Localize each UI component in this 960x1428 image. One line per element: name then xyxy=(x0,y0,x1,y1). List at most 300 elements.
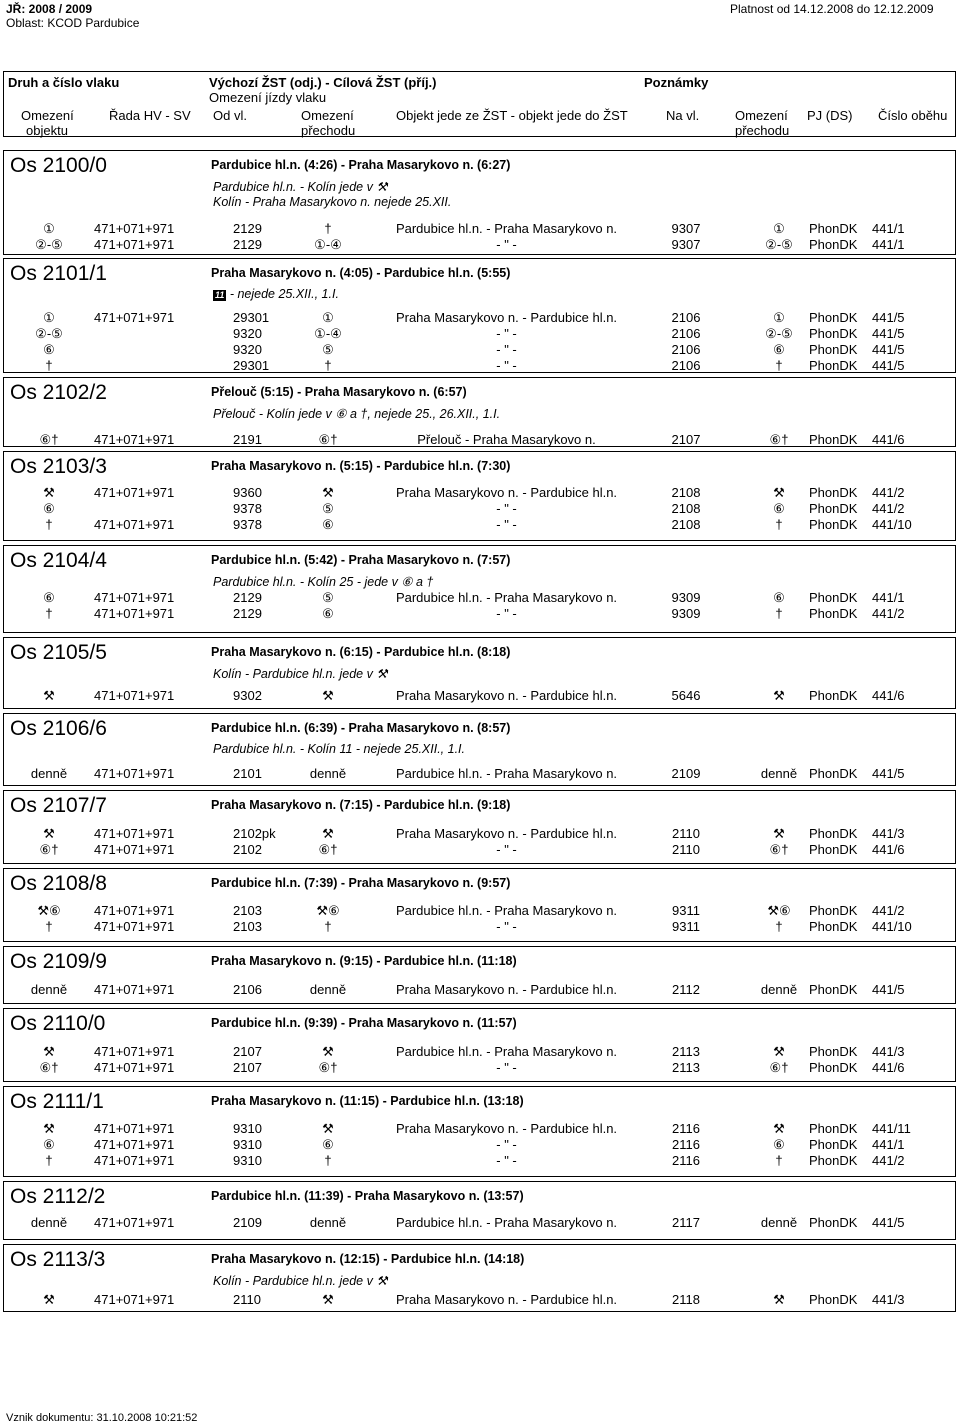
cell-to-train: 2109 xyxy=(671,766,701,781)
doc-header xyxy=(6,2,139,30)
cell-to-train: 2106 xyxy=(671,326,701,341)
cell-restriction: denně xyxy=(30,1215,68,1230)
train-block xyxy=(3,1086,956,1177)
cell-restriction: ⚒ xyxy=(43,688,55,703)
table-row xyxy=(4,1044,954,1060)
cell-from-train: 9302 xyxy=(233,688,262,703)
train-route: Praha Masarykovo n. (9:15) - Pardubice hl.n. (11:18) xyxy=(211,954,517,968)
cell-cycle-number: 441/3 xyxy=(872,1044,905,1059)
cell-from-train: 9360 xyxy=(233,485,262,500)
train-number: Os 2107/7 xyxy=(10,794,107,817)
cell-cycle-number: 441/6 xyxy=(872,842,905,857)
cell-cycle-number: 441/5 xyxy=(872,1215,905,1230)
cell-pj: PhonDK xyxy=(809,590,858,605)
cell-object-route: - " - xyxy=(496,842,517,857)
cell-object-route: Pardubice hl.n. - Praha Masarykovo n. xyxy=(395,1215,618,1230)
cell-restriction: ⑥† xyxy=(39,842,59,857)
cell-object-route: - " - xyxy=(496,919,517,934)
table-row xyxy=(4,1060,954,1076)
train-block xyxy=(3,1181,956,1240)
cell-pj: PhonDK xyxy=(809,310,858,325)
cell-restriction-transit: ⑤ xyxy=(322,501,334,516)
cell-restriction-transit-2: denně xyxy=(760,1215,798,1230)
table-row xyxy=(4,310,954,326)
col-objekt: Objekt jede ze ŽST - objekt jede do ŽST xyxy=(396,108,628,123)
cell-to-train: 2116 xyxy=(672,1137,700,1152)
cell-pj: PhonDK xyxy=(809,1044,858,1059)
table-row xyxy=(4,1153,954,1169)
cell-series: 471+071+971 xyxy=(94,842,175,857)
cell-cycle-number: 441/6 xyxy=(872,688,905,703)
cell-to-train: 2117 xyxy=(672,1215,700,1230)
train-block xyxy=(3,713,956,786)
cell-object-route: Praha Masarykovo n. - Pardubice hl.n. xyxy=(395,310,618,325)
cell-cycle-number: 441/11 xyxy=(872,1121,911,1136)
cell-object-route: Pardubice hl.n. - Praha Masarykovo n. xyxy=(395,1044,618,1059)
cell-series: 471+071+971 xyxy=(94,766,175,781)
cell-from-train: 2110 xyxy=(233,1292,261,1307)
footer-timestamp: Vznik dokumentu: 31.10.2008 10:21:52 xyxy=(6,1412,198,1424)
cell-restriction-transit-2: ⚒ xyxy=(773,826,785,841)
cell-restriction-transit-2: ① xyxy=(773,221,785,236)
cell-from-train: 2106 xyxy=(233,982,262,997)
cell-cycle-number: 441/5 xyxy=(872,342,905,357)
cell-from-train: 9320 xyxy=(233,326,262,341)
table-row xyxy=(4,606,954,622)
cell-restriction-transit: ⑥† xyxy=(318,1060,338,1075)
cell-from-train: 9378 xyxy=(233,517,262,532)
cell-cycle-number: 441/5 xyxy=(872,310,905,325)
table-row xyxy=(4,221,954,237)
col-omezeni-prechodu2-2: přechodu xyxy=(735,123,790,138)
column-header xyxy=(3,71,956,137)
cell-from-train: 2101 xyxy=(233,766,262,781)
cell-restriction-transit-2: denně xyxy=(760,982,798,997)
cell-restriction-transit: denně xyxy=(309,766,347,781)
cell-from-train: 2109 xyxy=(233,1215,262,1230)
restriction-note: Kolín - Praha Masarykovo n. nejede 25.XII. xyxy=(213,195,452,209)
cell-restriction: † xyxy=(45,358,53,373)
train-number: Os 2108/8 xyxy=(10,872,107,895)
cell-restriction-transit-2: ⑥ xyxy=(773,342,785,357)
train-route: Praha Masarykovo n. (7:15) - Pardubice hl.n. (9:18) xyxy=(211,798,511,812)
cell-to-train: 9311 xyxy=(672,919,700,934)
cell-restriction-transit: ⑤ xyxy=(322,590,334,605)
cell-restriction: denně xyxy=(30,982,68,997)
cell-restriction-transit-2: ②-⑤ xyxy=(765,237,793,252)
cell-from-train: 2102pk xyxy=(233,826,276,841)
cell-restriction-transit-2: † xyxy=(775,919,783,934)
restriction-note: Pardubice hl.n. - Kolín 25 - jede v ⑥ a † xyxy=(213,575,434,589)
table-row xyxy=(4,501,954,517)
cell-restriction-transit: ⑥† xyxy=(318,842,338,857)
cell-pj: PhonDK xyxy=(809,1121,858,1136)
cell-from-train: 9320 xyxy=(233,342,262,357)
col-poznamky: Poznámky xyxy=(644,75,709,90)
cell-from-train: 9378 xyxy=(233,501,262,516)
cell-restriction-transit: ⚒⑥ xyxy=(316,903,340,918)
train-route: Pardubice hl.n. (9:39) - Praha Masarykovo n. (11:57) xyxy=(211,1016,517,1030)
cell-to-train: 2113 xyxy=(672,1060,700,1075)
train-block xyxy=(3,1244,956,1312)
table-row xyxy=(4,517,954,533)
cell-restriction-transit: ⚒ xyxy=(322,1292,334,1307)
train-number: Os 2101/1 xyxy=(10,262,107,285)
cell-to-train: 9311 xyxy=(672,903,700,918)
cell-restriction-transit-2: ⑥ xyxy=(773,590,785,605)
train-block xyxy=(3,637,956,709)
cell-to-train: 9309 xyxy=(671,590,701,605)
train-block xyxy=(3,1008,956,1082)
cell-series: 471+071+971 xyxy=(94,1060,175,1075)
table-row xyxy=(4,342,954,358)
cell-restriction: ⚒ xyxy=(43,485,55,500)
cell-object-route: - " - xyxy=(496,1060,517,1075)
cell-from-train: 2107 xyxy=(233,1044,262,1059)
cell-object-route: - " - xyxy=(496,358,517,373)
col-rada: Řada HV - SV xyxy=(109,108,191,123)
cell-restriction-transit-2: ⚒ xyxy=(773,1044,785,1059)
cell-pj: PhonDK xyxy=(809,501,858,516)
cell-restriction-transit: ①-④ xyxy=(314,326,342,341)
table-row xyxy=(4,237,954,253)
cell-cycle-number: 441/3 xyxy=(872,826,905,841)
col-omezeni-prechodu2-1: Omezení xyxy=(735,108,788,123)
table-row xyxy=(4,688,954,704)
cell-cycle-number: 441/1 xyxy=(872,237,905,252)
table-row xyxy=(4,1215,954,1231)
col-na-vl: Na vl. xyxy=(666,108,700,123)
train-number: Os 2106/6 xyxy=(10,717,107,740)
train-number: Os 2113/3 xyxy=(10,1248,106,1271)
col-cislo-obehu: Číslo oběhu xyxy=(878,108,948,123)
cell-restriction-transit-2: ⑥ xyxy=(773,1137,785,1152)
train-route: Praha Masarykovo n. (12:15) - Pardubice hl.n. (14:18) xyxy=(211,1252,525,1266)
restriction-note: Pardubice hl.n. - Kolín 11 - nejede 25.XII., 1.I. xyxy=(213,742,466,756)
cell-pj: PhonDK xyxy=(809,826,858,841)
cell-restriction-transit: † xyxy=(324,221,332,236)
train-number: Os 2112/2 xyxy=(10,1185,106,1208)
cell-to-train: 2116 xyxy=(672,1153,700,1168)
train-route: Praha Masarykovo n. (11:15) - Pardubice hl.n. (13:18) xyxy=(211,1094,524,1108)
train-block xyxy=(3,377,956,447)
cell-restriction-transit-2: ②-⑤ xyxy=(765,326,793,341)
cell-restriction: ⑥ xyxy=(43,1137,55,1152)
cell-restriction: ⑥ xyxy=(43,590,55,605)
cell-restriction: ⑥† xyxy=(39,1060,59,1075)
cell-object-route: Praha Masarykovo n. - Pardubice hl.n. xyxy=(395,688,618,703)
cell-restriction-transit-2: denně xyxy=(760,766,798,781)
oblast-label: Oblast: KCOD Pardubice xyxy=(6,16,140,30)
cell-restriction: ① xyxy=(43,221,55,236)
cell-pj: PhonDK xyxy=(809,1292,858,1307)
cell-cycle-number: 441/3 xyxy=(872,1292,905,1307)
cell-restriction-transit: ⚒ xyxy=(322,1044,334,1059)
cell-cycle-number: 441/2 xyxy=(872,485,905,500)
cell-pj: PhonDK xyxy=(809,766,858,781)
cell-cycle-number: 441/5 xyxy=(872,982,905,997)
train-number: Os 2109/9 xyxy=(10,950,107,973)
col-druh: Druh a číslo vlaku xyxy=(8,75,120,90)
cell-restriction-transit: denně xyxy=(309,1215,347,1230)
cell-to-train: 2108 xyxy=(671,501,701,516)
cell-restriction-transit: ⑥ xyxy=(322,517,334,532)
cell-restriction-transit: ① xyxy=(322,310,334,325)
cell-cycle-number: 441/10 xyxy=(872,517,912,532)
cell-restriction-transit: ⚒ xyxy=(322,826,334,841)
cell-object-route: - " - xyxy=(496,501,517,516)
cell-pj: PhonDK xyxy=(809,688,858,703)
cell-from-train: 29301 xyxy=(233,358,270,373)
cell-pj: PhonDK xyxy=(809,517,858,532)
train-number: Os 2102/2 xyxy=(10,381,107,404)
cell-cycle-number: 441/1 xyxy=(872,1137,905,1152)
cell-restriction-transit-2: ⚒ xyxy=(773,688,785,703)
cell-to-train: 2108 xyxy=(671,485,701,500)
col-omezeni-objektu-2: objektu xyxy=(26,123,68,138)
cell-restriction: † xyxy=(45,1153,53,1168)
cell-restriction: ⑥ xyxy=(43,501,55,516)
col-omezeni-jizdy: Omezení jízdy vlaku xyxy=(209,90,327,105)
cell-pj: PhonDK xyxy=(809,919,858,934)
cell-pj: PhonDK xyxy=(809,606,858,621)
restriction-note: Kolín - Pardubice hl.n. jede v ⚒ xyxy=(213,1274,388,1288)
cell-pj: PhonDK xyxy=(809,982,858,997)
table-row xyxy=(4,903,954,919)
table-row xyxy=(4,485,954,501)
train-number: Os 2103/3 xyxy=(10,455,107,478)
cell-restriction-transit: ⚒ xyxy=(322,1121,334,1136)
col-omezeni-prechodu-2: přechodu xyxy=(301,123,356,138)
cell-restriction-transit: † xyxy=(324,358,332,373)
train-number: Os 2110/0 xyxy=(10,1012,106,1035)
train-block xyxy=(3,545,956,633)
table-row xyxy=(4,766,954,782)
table-row xyxy=(4,1292,954,1308)
cell-object-route: - " - xyxy=(496,517,517,532)
cell-restriction: ⚒ xyxy=(43,1292,55,1307)
cell-series: 471+071+971 xyxy=(94,1215,175,1230)
table-row xyxy=(4,1121,954,1137)
col-omezeni-objektu-1: Omezení xyxy=(21,108,74,123)
cell-series: 471+071+971 xyxy=(94,517,175,532)
cell-restriction-transit: ⚒ xyxy=(322,688,334,703)
cell-to-train: 2112 xyxy=(672,982,700,997)
cell-pj: PhonDK xyxy=(809,1137,858,1152)
table-row xyxy=(4,919,954,935)
col-omezeni-prechodu-1: Omezení xyxy=(301,108,354,123)
cell-restriction: denně xyxy=(30,766,68,781)
cell-to-train: 2106 xyxy=(671,342,701,357)
cell-series: 471+071+971 xyxy=(94,919,175,934)
train-route: Pardubice hl.n. (6:39) - Praha Masarykovo n. (8:57) xyxy=(211,721,511,735)
cell-series: 471+071+971 xyxy=(94,1121,175,1136)
cell-pj: PhonDK xyxy=(809,842,858,857)
cell-to-train: 9307 xyxy=(671,237,701,252)
cell-object-route: Pardubice hl.n. - Praha Masarykovo n. xyxy=(395,903,618,918)
table-row xyxy=(4,432,954,448)
cell-to-train: 9307 xyxy=(671,221,701,236)
cell-pj: PhonDK xyxy=(809,326,858,341)
cell-object-route: Přelouč - Praha Masarykovo n. xyxy=(417,432,596,447)
cell-series: 471+071+971 xyxy=(94,1153,175,1168)
table-row xyxy=(4,1137,954,1153)
restriction-note: 11 - nejede 25.XII., 1.I. xyxy=(215,287,339,301)
cell-to-train: 2113 xyxy=(672,1044,700,1059)
cell-series: 471+071+971 xyxy=(94,606,175,621)
restriction-note: Přelouč - Kolín jede v ⑥ a †, nejede 25., 26.XII., 1.I. xyxy=(213,407,501,421)
cell-pj: PhonDK xyxy=(809,485,858,500)
cell-cycle-number: 441/1 xyxy=(872,221,905,236)
cell-object-route: - " - xyxy=(496,237,517,252)
cell-series: 471+071+971 xyxy=(94,903,175,918)
cell-restriction-transit-2: † xyxy=(775,606,783,621)
cell-to-train: 2110 xyxy=(672,826,700,841)
cell-cycle-number: 441/2 xyxy=(872,903,905,918)
cell-object-route: - " - xyxy=(496,606,517,621)
platnost-label: Platnost od 14.12.2008 do 12.12.2009 xyxy=(730,2,934,16)
train-block xyxy=(3,150,956,255)
table-row xyxy=(4,842,954,858)
cell-from-train: 2129 xyxy=(233,237,262,252)
train-route: Pardubice hl.n. (7:39) - Praha Masarykovo n. (9:57) xyxy=(211,876,511,890)
cell-pj: PhonDK xyxy=(809,1153,858,1168)
cell-restriction-transit: ⑥ xyxy=(322,606,334,621)
cell-cycle-number: 441/2 xyxy=(872,501,905,516)
cell-restriction-transit-2: ⑥† xyxy=(769,432,789,447)
cell-restriction: ⑥† xyxy=(39,432,59,447)
train-number: Os 2104/4 xyxy=(10,549,107,572)
cell-from-train: 9310 xyxy=(233,1121,262,1136)
train-block xyxy=(3,451,956,541)
train-number: Os 2111/1 xyxy=(10,1090,104,1113)
cell-restriction-transit: † xyxy=(324,919,332,934)
cell-series: 471+071+971 xyxy=(94,310,175,325)
cell-object-route: - " - xyxy=(496,326,517,341)
cell-restriction: † xyxy=(45,606,53,621)
cell-restriction-transit-2: † xyxy=(775,517,783,532)
cell-to-train: 2110 xyxy=(672,842,700,857)
cell-object-route: Praha Masarykovo n. - Pardubice hl.n. xyxy=(395,826,618,841)
cell-from-train: 2107 xyxy=(233,1060,262,1075)
cell-series: 471+071+971 xyxy=(94,982,175,997)
cell-series: 471+071+971 xyxy=(94,237,175,252)
calendar-badge: 11 xyxy=(215,290,225,300)
cell-object-route: Praha Masarykovo n. - Pardubice hl.n. xyxy=(395,485,618,500)
cell-from-train: 2103 xyxy=(233,903,262,918)
train-route: Praha Masarykovo n. (5:15) - Pardubice hl.n. (7:30) xyxy=(211,459,511,473)
cell-restriction: ⑥ xyxy=(43,342,55,357)
cell-to-train: 2118 xyxy=(672,1292,700,1307)
cell-cycle-number: 441/6 xyxy=(872,1060,905,1075)
cell-restriction: ②-⑤ xyxy=(35,326,63,341)
cell-to-train: 2106 xyxy=(671,310,701,325)
cell-restriction: ⚒ xyxy=(43,826,55,841)
col-pj: PJ (DS) xyxy=(807,108,853,123)
cell-restriction-transit: ⑥ xyxy=(322,1137,334,1152)
train-route: Pardubice hl.n. (11:39) - Praha Masarykovo n. (13:57) xyxy=(211,1189,524,1203)
cell-restriction: ②-⑤ xyxy=(35,237,63,252)
cell-series: 471+071+971 xyxy=(94,485,175,500)
cell-restriction-transit: ①-④ xyxy=(314,237,342,252)
restriction-note: Kolín - Pardubice hl.n. jede v ⚒ xyxy=(213,667,388,681)
col-vychozi: Výchozí ŽST (odj.) - Cílová ŽST (příj.) xyxy=(209,75,437,90)
cell-restriction-transit-2: ⚒ xyxy=(773,485,785,500)
cell-restriction-transit: denně xyxy=(309,982,347,997)
train-route: Přelouč (5:15) - Praha Masarykovo n. (6:57) xyxy=(211,385,467,399)
train-block xyxy=(3,946,956,1004)
cell-restriction: ⚒⑥ xyxy=(37,903,61,918)
cell-series: 471+071+971 xyxy=(94,590,175,605)
jr-label: JŘ: 2008 / 2009 xyxy=(6,2,93,16)
train-block xyxy=(3,258,956,373)
cell-restriction: ① xyxy=(43,310,55,325)
cell-restriction-transit-2: † xyxy=(775,358,783,373)
cell-pj: PhonDK xyxy=(809,237,858,252)
cell-pj: PhonDK xyxy=(809,1215,858,1230)
cell-object-route: - " - xyxy=(496,342,517,357)
cell-series: 471+071+971 xyxy=(94,826,175,841)
table-row xyxy=(4,358,954,374)
cell-series: 471+071+971 xyxy=(94,1292,175,1307)
cell-restriction-transit-2: ① xyxy=(773,310,785,325)
cell-restriction: ⚒ xyxy=(43,1121,55,1136)
table-row xyxy=(4,826,954,842)
train-block xyxy=(3,790,956,864)
cell-from-train: 2129 xyxy=(233,590,262,605)
cell-object-route: Pardubice hl.n. - Praha Masarykovo n. xyxy=(395,590,618,605)
cell-to-train: 2108 xyxy=(671,517,701,532)
cell-pj: PhonDK xyxy=(809,1060,858,1075)
cell-restriction: † xyxy=(45,517,53,532)
cell-from-train: 2129 xyxy=(233,606,262,621)
cell-object-route: Praha Masarykovo n. - Pardubice hl.n. xyxy=(395,1121,618,1136)
train-route: Praha Masarykovo n. (6:15) - Pardubice hl.n. (8:18) xyxy=(211,645,511,659)
cell-cycle-number: 441/5 xyxy=(872,358,905,373)
cell-series: 471+071+971 xyxy=(94,688,175,703)
cell-series: 471+071+971 xyxy=(94,1044,175,1059)
cell-to-train: 9309 xyxy=(671,606,701,621)
col-od-vl: Od vl. xyxy=(213,108,247,123)
cell-pj: PhonDK xyxy=(809,432,858,447)
cell-series: 471+071+971 xyxy=(94,1137,175,1152)
cell-cycle-number: 441/10 xyxy=(872,919,912,934)
table-row xyxy=(4,326,954,342)
cell-restriction: † xyxy=(45,919,53,934)
cell-restriction-transit-2: ⚒ xyxy=(773,1121,785,1136)
cell-series: 471+071+971 xyxy=(94,221,175,236)
cell-series: 471+071+971 xyxy=(94,432,175,447)
cell-to-train: 2116 xyxy=(672,1121,700,1136)
cell-from-train: 2102 xyxy=(233,842,262,857)
cell-restriction-transit-2: † xyxy=(775,1153,783,1168)
cell-from-train: 9310 xyxy=(233,1153,262,1168)
cell-cycle-number: 441/5 xyxy=(872,326,905,341)
cell-from-train: 2191 xyxy=(233,432,262,447)
table-row xyxy=(4,982,954,998)
table-row xyxy=(4,590,954,606)
cell-pj: PhonDK xyxy=(809,358,858,373)
cell-restriction-transit-2: ⑥ xyxy=(773,501,785,516)
cell-object-route: Praha Masarykovo n. - Pardubice hl.n. xyxy=(395,982,618,997)
cell-restriction-transit: ⑥† xyxy=(318,432,338,447)
cell-object-route: Pardubice hl.n. - Praha Masarykovo n. xyxy=(395,766,618,781)
train-route: Pardubice hl.n. (5:42) - Praha Masarykovo n. (7:57) xyxy=(211,553,511,567)
cell-object-route: Praha Masarykovo n. - Pardubice hl.n. xyxy=(395,1292,618,1307)
train-number: Os 2105/5 xyxy=(10,641,107,664)
cell-cycle-number: 441/5 xyxy=(872,766,905,781)
cell-cycle-number: 441/2 xyxy=(872,606,905,621)
